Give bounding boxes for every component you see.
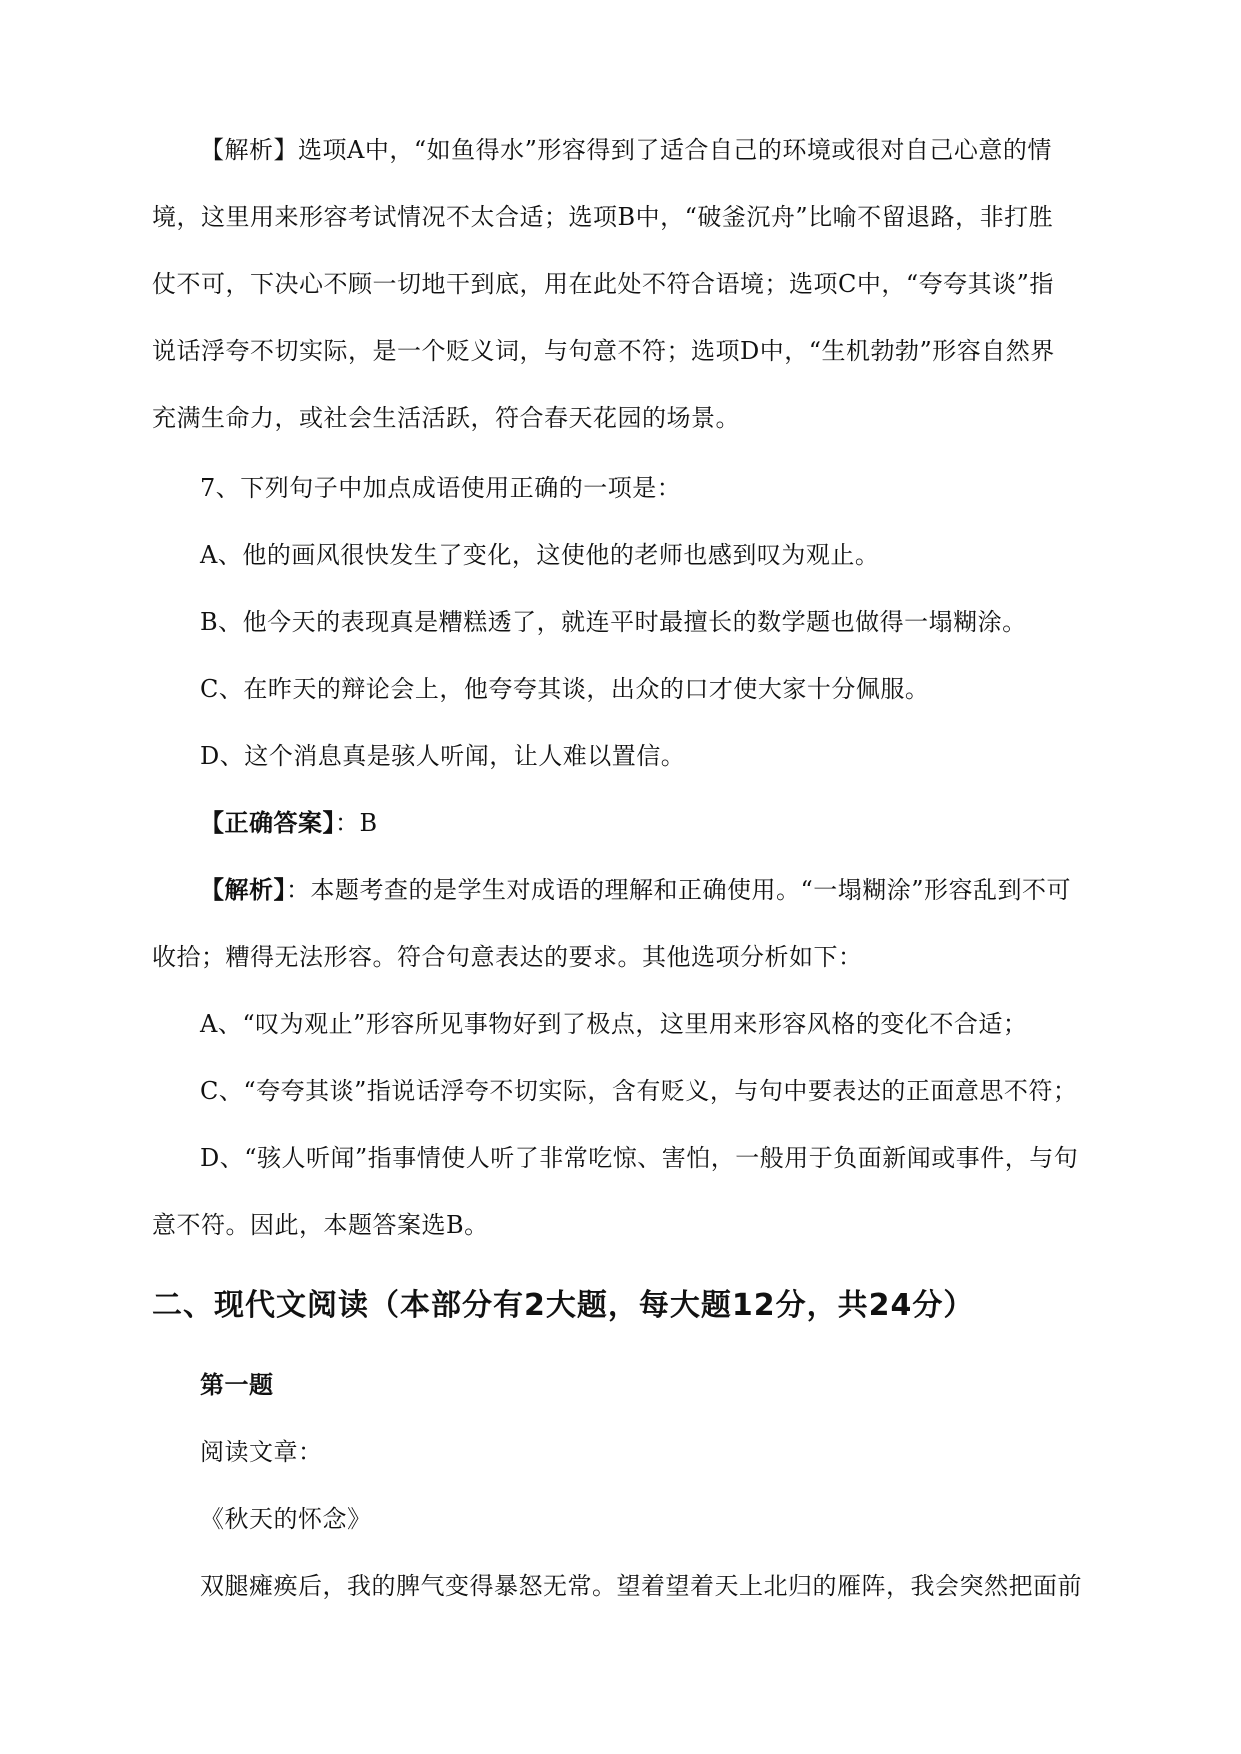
- section-2-subheading: 第一题: [200, 1371, 274, 1399]
- question-7-analysis-line-5: D、“骇人听闻”指事情使人听了非常吃惊、害怕，一般用于负面新闻或事件，与句: [200, 1144, 1079, 1172]
- question-7-option-c: C、在昨天的辩论会上，他夸夸其谈，出众的口才使大家十分佩服。: [200, 675, 930, 703]
- prev-analysis-line-5: 充满生命力，或社会生活活跃，符合春天花园的场景。: [152, 404, 740, 432]
- analysis-text: ：本题考查的是学生对成语的理解和正确使用。“一塌糊涂”形容乱到不可: [286, 876, 1072, 904]
- question-7-option-d: D、这个消息真是骇人听闻，让人难以置信。: [200, 742, 686, 770]
- prev-analysis-line-1: 【解析】选项A中，“如鱼得水”形容得到了适合自己的环境或很对自己心意的情: [200, 136, 1052, 164]
- prev-analysis-line-4: 说话浮夸不切实际，是一个贬义词，与句意不符；选项D中，“生机勃勃”形容自然界: [152, 337, 1055, 365]
- question-7-option-b: B、他今天的表现真是糟糕透了，就连平时最擅长的数学题也做得一塌糊涂。: [200, 608, 1027, 636]
- section-2-heading: 二、现代文阅读（本部分有2大题，每大题12分，共24分）: [152, 1288, 975, 1323]
- question-7-option-a: A、他的画风很快发生了变化，这使他的老师也感到叹为观止。: [200, 541, 880, 569]
- question-7-analysis-line-4: C、“夸夸其谈”指说话浮夸不切实际，含有贬义，与句中要表达的正面意思不符；: [200, 1077, 1078, 1105]
- answer-label: 【正确答案】: [200, 808, 335, 837]
- answer-value: ：B: [335, 809, 378, 837]
- question-7-analysis-line-2: 收拾；糟得无法形容。符合句意表达的要求。其他选项分析如下：: [152, 943, 863, 971]
- question-7-stem: 7、下列句子中加点成语使用正确的一项是：: [200, 474, 682, 502]
- question-7-analysis-line-6: 意不符。因此，本题答案选B。: [152, 1211, 489, 1239]
- question-7-analysis-line-3: A、“叹为观止”形容所见事物好到了极点，这里用来形容风格的变化不合适；: [200, 1010, 1028, 1038]
- prev-analysis-line-3: 仗不可，下决心不顾一切地干到底，用在此处不符合语境；选项C中，“夸夸其谈”指: [152, 270, 1054, 298]
- article-first-line: 双腿瘫痪后，我的脾气变得暴怒无常。望着望着天上北归的雁阵，我会突然把面前: [200, 1572, 1082, 1600]
- question-7-answer: [200, 808, 378, 838]
- prev-analysis-line-2: 境，这里用来形容考试情况不太合适；选项B中，“破釜沉舟”比喻不留退路，非打胜: [152, 203, 1054, 231]
- article-title: 《秋天的怀念》: [200, 1505, 372, 1533]
- question-7-analysis-line-1: [200, 875, 1071, 905]
- reading-instruction: 阅读文章：: [200, 1438, 323, 1466]
- analysis-label: 【解析】: [200, 875, 286, 904]
